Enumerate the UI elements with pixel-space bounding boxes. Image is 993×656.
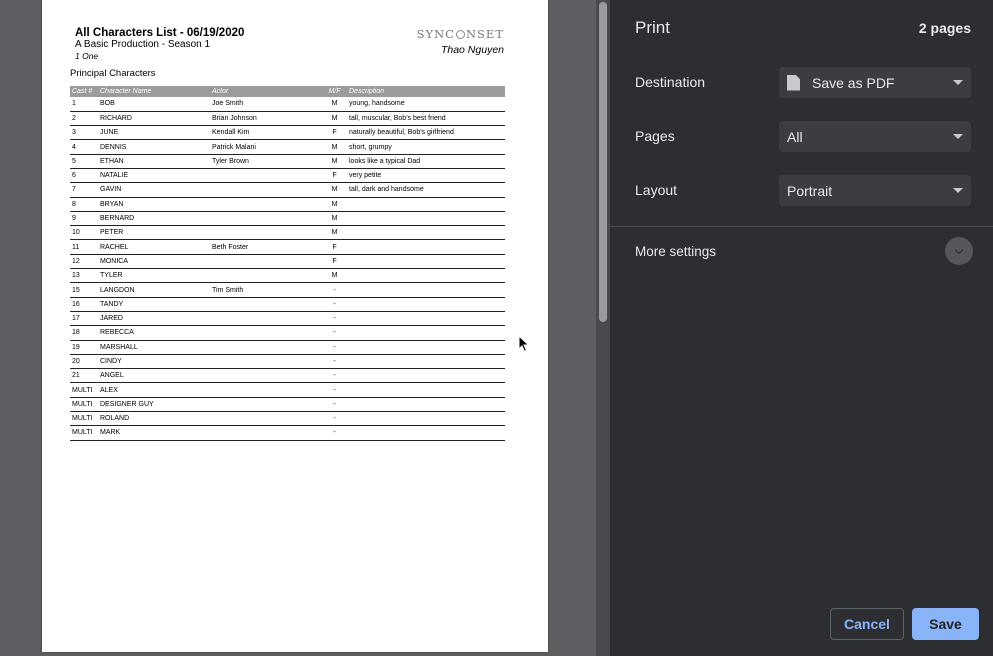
section-title: Principal Characters [70, 68, 156, 79]
table-cell: short, grumpy [347, 140, 505, 154]
table-row [70, 340, 505, 354]
table-row [70, 297, 505, 311]
table-cell: Tim Smith [210, 283, 322, 297]
table-cell: Kendall Kim [210, 126, 322, 140]
panel-title: Print [635, 18, 670, 37]
table-row [70, 126, 505, 140]
table-cell: - [322, 397, 347, 411]
table-cell: TYLER [98, 269, 210, 283]
destination-label: Destination [635, 74, 706, 90]
table-row [70, 283, 505, 297]
table-row [70, 311, 505, 325]
table-cell [210, 311, 322, 325]
table-cell: MULTI [70, 397, 98, 411]
table-cell: tall, dark and handsome [347, 183, 505, 197]
table-cell: CINDY [98, 354, 210, 368]
table-cell: ROLAND [98, 412, 210, 426]
table-cell: ANGEL [98, 369, 210, 383]
table-cell: LANGDON [98, 283, 210, 297]
table-row [70, 211, 505, 225]
table-cell: MARSHALL [98, 340, 210, 354]
more-settings-expand-button[interactable] [945, 237, 973, 265]
table-cell: M [322, 197, 347, 211]
table-cell: JARED [98, 311, 210, 325]
table-cell: Brian Johnson [210, 111, 322, 125]
table-cell: 20 [70, 354, 98, 368]
table-cell: DENNIS [98, 140, 210, 154]
table-cell: Joe Smith [210, 97, 322, 111]
table-cell: F [322, 168, 347, 182]
table-cell: - [322, 311, 347, 325]
table-cell: Patrick Malani [210, 140, 322, 154]
table-cell [210, 369, 322, 383]
table-cell [210, 197, 322, 211]
table-cell: looks like a typical Dad [347, 154, 505, 168]
chevron-down-icon [955, 245, 963, 253]
table-cell: MULTI [70, 383, 98, 397]
table-cell: M [322, 211, 347, 225]
table-cell: RICHARD [98, 111, 210, 125]
table-cell: BRYAN [98, 197, 210, 211]
table-cell: M [322, 269, 347, 283]
synconset-logo [417, 27, 504, 41]
table-cell: very petite [347, 168, 505, 182]
table-cell: F [322, 240, 347, 254]
table-cell: M [322, 140, 347, 154]
table-cell: 13 [70, 269, 98, 283]
table-cell: MARK [98, 426, 210, 440]
cancel-button[interactable]: Cancel [830, 608, 904, 640]
table-cell: 19 [70, 340, 98, 354]
table-cell [347, 240, 505, 254]
document-title: All Characters List - 06/19/2020 [75, 27, 245, 39]
table-cell [347, 426, 505, 440]
table-cell [210, 168, 322, 182]
table-cell: BERNARD [98, 211, 210, 225]
table-cell: naturally beautiful, Bob's girlfriend [347, 126, 505, 140]
table-cell: F [322, 126, 347, 140]
table-cell: 18 [70, 326, 98, 340]
table-cell: 1 [70, 97, 98, 111]
table-cell [347, 197, 505, 211]
table-cell: - [322, 354, 347, 368]
mouse-cursor-icon [518, 335, 530, 353]
table-cell: M [322, 97, 347, 111]
table-cell: DESIGNER GUY [98, 397, 210, 411]
table-cell: - [322, 340, 347, 354]
table-cell: BOB [98, 97, 210, 111]
table-cell: 15 [70, 283, 98, 297]
table-row [70, 426, 505, 440]
divider [610, 226, 993, 227]
table-cell: 21 [70, 369, 98, 383]
table-cell: MONICA [98, 254, 210, 268]
table-cell [210, 226, 322, 240]
table-cell: MULTI [70, 426, 98, 440]
layout-label: Layout [635, 182, 678, 198]
table-cell: tall, muscular, Bob's best friend [347, 111, 505, 125]
table-cell: 12 [70, 254, 98, 268]
table-cell [347, 269, 505, 283]
document-subtitle: A Basic Production - Season 1 [75, 39, 211, 50]
table-cell [210, 254, 322, 268]
table-cell: 6 [70, 168, 98, 182]
pages-select[interactable] [779, 121, 971, 152]
print-settings-panel [610, 0, 993, 656]
column-header: Cast # [70, 86, 98, 97]
dropdown-arrow-icon [953, 188, 963, 193]
table-cell [210, 269, 322, 283]
table-cell: Tyler Brown [210, 154, 322, 168]
table-cell [347, 297, 505, 311]
table-cell: JUNE [98, 126, 210, 140]
table-row [70, 183, 505, 197]
table-cell [347, 283, 505, 297]
pages-value: All [787, 128, 803, 145]
logo-text-left: SYNC [416, 27, 455, 41]
table-cell: - [322, 297, 347, 311]
scrollbar-thumb[interactable] [599, 2, 607, 322]
table-cell [347, 226, 505, 240]
table-row [70, 326, 505, 340]
table-cell [347, 211, 505, 225]
table-cell: - [322, 412, 347, 426]
table-cell: 16 [70, 297, 98, 311]
table-cell [347, 412, 505, 426]
table-cell: M [322, 111, 347, 125]
table-row [70, 254, 505, 268]
table-cell [210, 340, 322, 354]
preview-scrollbar[interactable] [596, 0, 610, 656]
table-row [70, 140, 505, 154]
table-cell: M [322, 226, 347, 240]
table-cell [210, 326, 322, 340]
table-cell: 9 [70, 211, 98, 225]
destination-value: Save as PDF [812, 74, 895, 91]
table-cell [347, 397, 505, 411]
table-cell: 7 [70, 183, 98, 197]
logo-text-right: NSET [465, 27, 504, 41]
table-cell [210, 211, 322, 225]
table-row [70, 154, 505, 168]
layout-value: Portrait [787, 182, 833, 199]
table-row [70, 369, 505, 383]
table-row [70, 226, 505, 240]
table-cell [347, 254, 505, 268]
pages-label: Pages [635, 128, 675, 144]
table-row [70, 412, 505, 426]
table-cell: young, handsome [347, 97, 505, 111]
destination-select[interactable] [779, 67, 971, 98]
table-cell [210, 397, 322, 411]
table-row [70, 111, 505, 125]
table-row [70, 269, 505, 283]
table-cell: 2 [70, 111, 98, 125]
document-author: Thao Nguyen [440, 44, 504, 56]
table-cell: - [322, 383, 347, 397]
column-header: M/F [322, 86, 347, 97]
table-cell [347, 326, 505, 340]
table-cell [210, 426, 322, 440]
table-row [70, 397, 505, 411]
table-cell: M [322, 183, 347, 197]
table-row [70, 240, 505, 254]
table-cell: GAVIN [98, 183, 210, 197]
table-cell: 11 [70, 240, 98, 254]
table-cell [210, 383, 322, 397]
table-cell: 3 [70, 126, 98, 140]
table-cell [347, 369, 505, 383]
column-header: Description [347, 86, 505, 97]
table-row [70, 354, 505, 368]
table-cell [210, 354, 322, 368]
table-cell: ETHAN [98, 154, 210, 168]
layout-select[interactable] [779, 175, 971, 206]
table-cell: M [322, 154, 347, 168]
column-header: Actor [210, 86, 322, 97]
page-count: 2 pages [918, 20, 971, 36]
table-cell: - [322, 326, 347, 340]
more-settings-label[interactable]: More settings [635, 244, 717, 259]
table-cell [210, 183, 322, 197]
table-cell: F [322, 254, 347, 268]
table-cell [210, 412, 322, 426]
table-cell: - [322, 369, 347, 383]
table-row [70, 97, 505, 111]
table-cell [347, 311, 505, 325]
table-cell: RACHEL [98, 240, 210, 254]
table-cell: REBECCA [98, 326, 210, 340]
table-cell: MULTI [70, 412, 98, 426]
dropdown-arrow-icon [953, 134, 963, 139]
table-cell: 10 [70, 226, 98, 240]
column-header: Character Name [98, 86, 210, 97]
document-icon [787, 75, 800, 91]
save-button[interactable]: Save [912, 608, 979, 640]
dropdown-arrow-icon [953, 80, 963, 85]
table-row [70, 383, 505, 397]
table-cell: 5 [70, 154, 98, 168]
table-cell: 8 [70, 197, 98, 211]
logo-ring-icon [456, 30, 465, 39]
table-cell [347, 383, 505, 397]
table-cell: ALEX [98, 383, 210, 397]
table-cell: - [322, 283, 347, 297]
table-cell: - [322, 426, 347, 440]
table-cell [347, 354, 505, 368]
characters-table [70, 86, 505, 441]
table-cell: Beth Foster [210, 240, 322, 254]
table-cell: 17 [70, 311, 98, 325]
table-cell: TANDY [98, 297, 210, 311]
document-episode: 1 One [75, 51, 99, 61]
table-header-row [70, 86, 505, 97]
table-row [70, 168, 505, 182]
table-cell [347, 340, 505, 354]
preview-page [42, 0, 548, 652]
table-cell: 4 [70, 140, 98, 154]
table-cell [210, 297, 322, 311]
table-body [70, 97, 505, 440]
table-cell: NATALIE [98, 168, 210, 182]
table-cell: PETER [98, 226, 210, 240]
table-row [70, 197, 505, 211]
